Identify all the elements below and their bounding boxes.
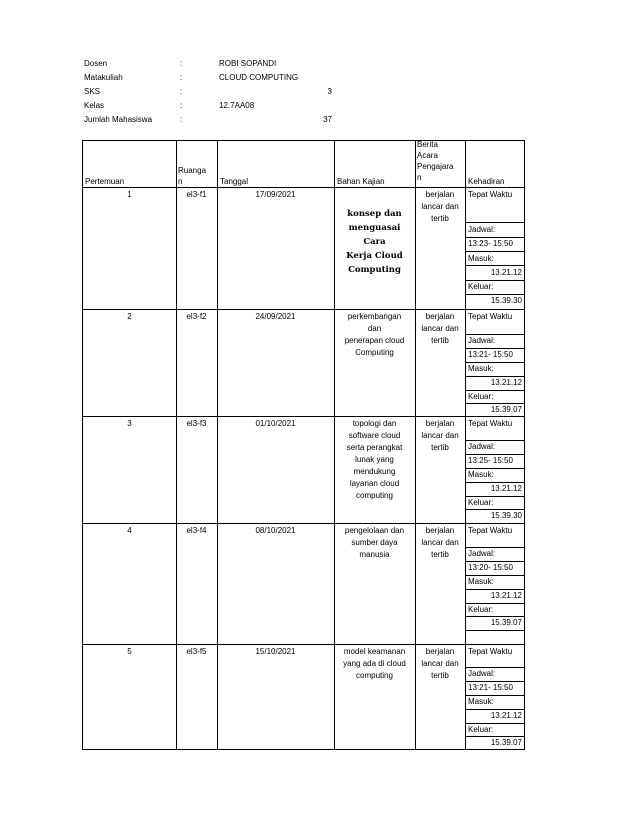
matakuliah-label: Matakuliah (84, 73, 123, 82)
status-kehadiran: Tepat Waktu (468, 647, 513, 656)
tanggal: 15/10/2021 (255, 647, 296, 656)
dosen-label: Dosen (84, 59, 108, 68)
bahan-kajian: model keamanan yang ada di cloud computing (343, 647, 406, 680)
colon: : (180, 115, 183, 124)
jumlah-label: Jumlah Mahasiswa (84, 115, 153, 124)
header-pertemuan: Pertemuan (85, 177, 125, 186)
ruangan: el3-f2 (186, 312, 207, 321)
jadwal-value: 13:21- 15:50 (468, 683, 513, 692)
header-ruangan: Ruanga n (178, 166, 207, 186)
keluar-label: Keluar: (468, 605, 494, 614)
status-kehadiran: Tepat Waktu (468, 190, 513, 199)
ruangan: el3-f4 (186, 526, 207, 535)
matakuliah-value: CLOUD COMPUTING (219, 73, 299, 82)
row-divider (83, 644, 524, 645)
pertemuan-no: 5 (127, 647, 132, 656)
bahan-kajian: topologi dan software cloud serta perangkat lunak yang mendukung layanan cloud computing (346, 419, 403, 500)
info-row-matakuliah (84, 71, 344, 85)
row-divider (83, 416, 524, 417)
jadwal-label: Jadwal: (468, 549, 496, 558)
keluar-value: 15.39.07 (490, 618, 522, 627)
keluar-value: 15.39.30 (490, 296, 522, 305)
ruangan: el3-f1 (186, 190, 207, 199)
info-row-kelas (84, 99, 344, 113)
masuk-label: Masuk: (468, 577, 494, 586)
info-row-jumlah (84, 113, 344, 127)
pertemuan-no: 3 (127, 419, 132, 428)
ruangan: el3-f3 (186, 419, 207, 428)
keluar-label: Keluar: (468, 282, 494, 291)
jadwal-label: Jadwal: (468, 336, 496, 345)
pertemuan-no: 2 (127, 312, 132, 321)
tanggal: 01/10/2021 (255, 419, 296, 428)
status-kehadiran: Tepat Waktu (468, 419, 513, 428)
sks-value: 3 (327, 87, 332, 96)
masuk-value: 13.21.12 (490, 378, 522, 387)
attendance-table (82, 140, 525, 750)
header-kehadiran: Kehadiran (468, 177, 505, 186)
header-tanggal: Tanggal (220, 177, 249, 186)
berita-acara: berjalan lancar dan tertib (421, 526, 459, 559)
colon: : (180, 73, 183, 82)
status-kehadiran: Tepat Waktu (468, 312, 513, 321)
colon: : (180, 59, 183, 68)
kehadiran-divider (466, 251, 524, 252)
tanggal: 08/10/2021 (255, 526, 296, 535)
kelas-label: Kelas (84, 101, 105, 110)
keluar-value: 15.39.07 (490, 405, 522, 414)
keluar-value: 15.39.30 (490, 511, 522, 520)
keluar-label: Keluar: (468, 392, 494, 401)
masuk-value: 13.21.12 (490, 484, 522, 493)
sks-label: SKS (84, 87, 101, 96)
jadwal-label: Jadwal: (468, 669, 496, 678)
masuk-value: 13.21.12 (490, 591, 522, 600)
berita-acara: berjalan lancar dan tertib (421, 190, 459, 223)
header-berita-acara: Berita Acara Pengajara n (417, 140, 454, 182)
masuk-value: 13.21.12 (490, 268, 522, 277)
ruangan: el3-f5 (186, 647, 207, 656)
berita-acara: berjalan lancar dan tertib (421, 312, 459, 345)
row-divider (83, 523, 524, 524)
jadwal-value: 13:25- 15:50 (468, 456, 513, 465)
kehadiran-divider (466, 265, 524, 266)
masuk-label: Masuk: (468, 254, 494, 263)
keluar-label: Keluar: (468, 498, 494, 507)
status-kehadiran: Tepat Waktu (468, 526, 513, 535)
masuk-value: 13.21.12 (490, 711, 522, 720)
pertemuan-no: 1 (127, 190, 132, 199)
berita-acara: berjalan lancar dan tertib (421, 419, 459, 452)
jadwal-label: Jadwal: (468, 442, 496, 451)
masuk-label: Masuk: (468, 364, 494, 373)
row-divider (83, 187, 524, 188)
jadwal-label: Jadwal: (468, 225, 496, 234)
tanggal: 17/09/2021 (255, 190, 296, 199)
tanggal: 24/09/2021 (255, 312, 296, 321)
kelas-value: 12.7AA08 (219, 101, 255, 110)
bahan-kajian: konsep dan menguasai Cara Kerja Cloud Computing (346, 209, 403, 275)
dosen-value: ROBI SOPANDI (219, 59, 277, 68)
bahan-kajian: perkembangan dan penerapan cloud Computing (344, 312, 405, 357)
jadwal-value: 13:23- 15:50 (468, 239, 513, 248)
header-bahan-kajian: Bahan Kajian (337, 177, 385, 186)
masuk-label: Masuk: (468, 470, 494, 479)
colon: : (180, 87, 183, 96)
jadwal-value: 13:21- 15:50 (468, 350, 513, 359)
info-row-sks (84, 85, 344, 99)
pertemuan-no: 4 (127, 526, 132, 535)
info-block (84, 57, 344, 127)
masuk-label: Masuk: (468, 697, 494, 706)
kehadiran-divider (466, 630, 524, 631)
col-divider (465, 141, 466, 749)
jadwal-value: 13:20- 15:50 (468, 563, 513, 572)
berita-acara: berjalan lancar dan tertib (421, 647, 459, 680)
row-divider (83, 309, 524, 310)
keluar-value: 15.39.07 (490, 738, 522, 747)
bahan-kajian: pengelolaan dan sumber daya manusia (344, 526, 405, 559)
kehadiran-divider (466, 222, 524, 223)
info-row-dosen (84, 57, 344, 71)
jumlah-value: 37 (323, 115, 332, 124)
colon: : (180, 101, 183, 110)
keluar-label: Keluar: (468, 725, 494, 734)
